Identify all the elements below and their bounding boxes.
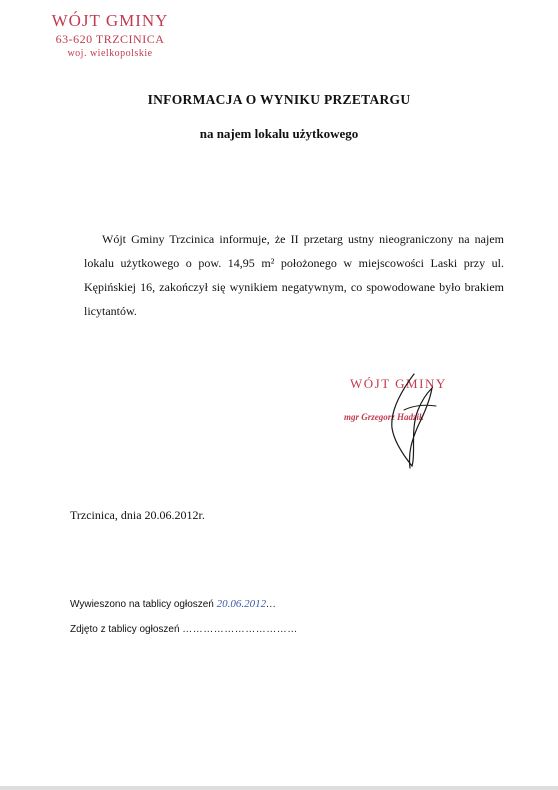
office-stamp-line1: WÓJT GMINY	[51, 11, 169, 30]
office-stamp-line3: woj. wielkopolskie	[67, 47, 153, 59]
posted-dots: ...	[266, 599, 276, 610]
signature-stamp-line2: mgr Grzegorz Hadzik	[344, 412, 424, 422]
office-stamp	[40, 12, 180, 59]
removed-label: Zdjęto z tablicy ogłoszeń	[70, 624, 180, 635]
document-title: INFORMACJA O WYNIKU PRZETARGU	[147, 92, 411, 107]
posted-on-board-line	[70, 598, 276, 610]
place-and-date: Trzcinica, dnia 20.06.2012r.	[70, 508, 205, 522]
posted-label: Wywieszono na tablicy ogłoszeń	[70, 599, 214, 610]
removed-dots: ……………………………	[182, 624, 298, 635]
signature-stamp-line1: WÓJT GMINY	[350, 376, 447, 391]
office-stamp-line2: 63-620 TRZCINICA	[55, 31, 165, 46]
signature-stamp	[332, 370, 482, 470]
document-subtitle: na najem lokalu użytkowego	[199, 126, 359, 141]
handwritten-signature	[332, 370, 482, 470]
posted-handwritten-date: 20.06.2012	[216, 598, 267, 610]
removed-from-board-line	[70, 624, 298, 635]
announcement-body: Wójt Gminy Trzcinica informuje, że II przetarg ustny nieograniczony na najem lokalu użytkowego o pow. 14,95 m² położonego w miejscowości Laski przy ul. Kępińskiej 16, zakończył się wynikiem negatywnym, co spowodowane było brakiem licytantów.	[84, 232, 504, 318]
scan-edge	[0, 786, 558, 790]
